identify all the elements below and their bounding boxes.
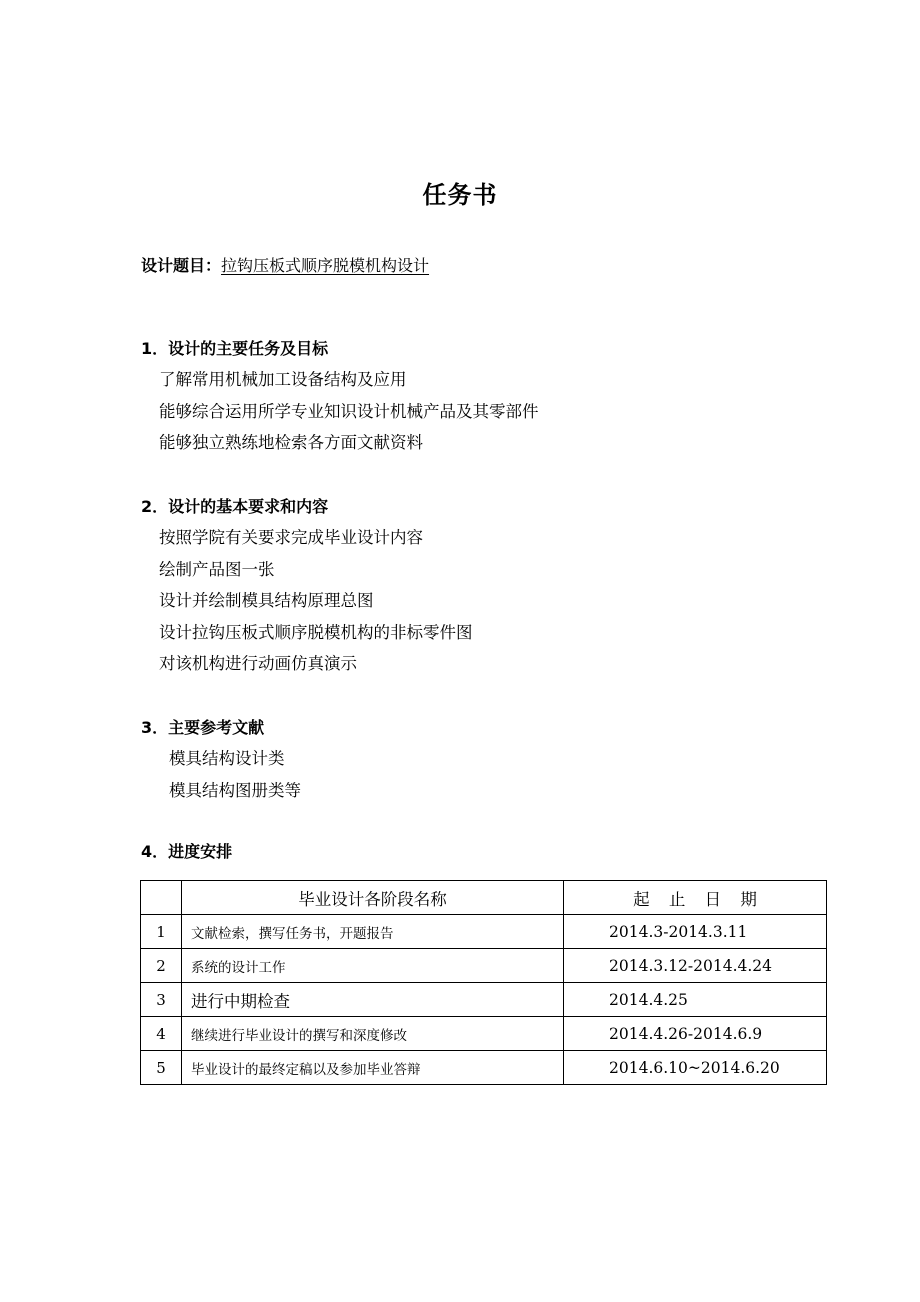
row-stage: 毕业设计的最终定稿以及参加毕业答辩 bbox=[182, 1051, 564, 1085]
row-dates: 2014.3-2014.3.11 bbox=[564, 915, 827, 949]
table-row bbox=[141, 983, 827, 1017]
design-topic-value: 拉钩压板式顺序脱模机构设计 bbox=[221, 256, 430, 275]
row-number: 4 bbox=[141, 1017, 182, 1051]
section-item: 绘制产品图一张 bbox=[159, 559, 275, 579]
design-topic bbox=[141, 253, 429, 276]
row-stage: 文献检索，撰写任务书，开题报告 bbox=[182, 915, 564, 949]
section-goals bbox=[141, 333, 539, 459]
table-header-row bbox=[141, 881, 827, 915]
section-item: 能够综合运用所学专业知识设计机械产品及其零部件 bbox=[159, 401, 539, 421]
section-heading: 1．设计的主要任务及目标 bbox=[141, 339, 329, 358]
schedule-table bbox=[140, 880, 827, 1085]
section-item: 模具结构设计类 bbox=[169, 749, 285, 768]
section-schedule bbox=[141, 836, 232, 867]
section-requirements bbox=[141, 491, 473, 680]
section-item: 按照学院有关要求完成毕业设计内容 bbox=[159, 528, 423, 547]
section-heading: 3．主要参考文献 bbox=[141, 718, 265, 737]
section-heading: 2．设计的基本要求和内容 bbox=[141, 497, 329, 516]
section-item: 了解常用机械加工设备结构及应用 bbox=[159, 370, 407, 389]
section-item: 设计拉钩压板式顺序脱模机构的非标零件图 bbox=[159, 622, 473, 642]
section-references bbox=[141, 712, 301, 806]
table-row bbox=[141, 915, 827, 949]
document-title: 任务书 bbox=[422, 181, 498, 209]
row-number: 1 bbox=[141, 915, 182, 949]
row-dates: 2014.6.10~2014.6.20 bbox=[564, 1051, 827, 1085]
row-dates: 2014.4.25 bbox=[564, 983, 827, 1017]
row-stage: 系统的设计工作 bbox=[182, 949, 564, 983]
section-heading: 4．进度安排 bbox=[141, 842, 233, 861]
table-row bbox=[141, 1051, 827, 1085]
table-row bbox=[141, 1017, 827, 1051]
row-number: 2 bbox=[141, 949, 182, 983]
section-item: 对该机构进行动画仿真演示 bbox=[159, 654, 357, 673]
section-item: 模具结构图册类等 bbox=[169, 780, 301, 800]
row-dates: 2014.3.12-2014.4.24 bbox=[564, 949, 827, 983]
table-row bbox=[141, 949, 827, 983]
design-topic-label: 设计题目： bbox=[141, 256, 222, 275]
row-stage: 进行中期检查 bbox=[182, 983, 564, 1017]
column-header-stage: 毕业设计各阶段名称 bbox=[182, 881, 564, 915]
row-stage: 继续进行毕业设计的撰写和深度修改 bbox=[182, 1017, 564, 1051]
column-header-dates: 起 止 日 期 bbox=[564, 881, 827, 915]
section-item: 能够独立熟练地检索各方面文献资料 bbox=[159, 433, 423, 452]
section-item: 设计并绘制模具结构原理总图 bbox=[159, 591, 374, 610]
column-header-number bbox=[141, 881, 182, 915]
row-dates: 2014.4.26-2014.6.9 bbox=[564, 1017, 827, 1051]
row-number: 5 bbox=[141, 1051, 182, 1085]
row-number: 3 bbox=[141, 983, 182, 1017]
